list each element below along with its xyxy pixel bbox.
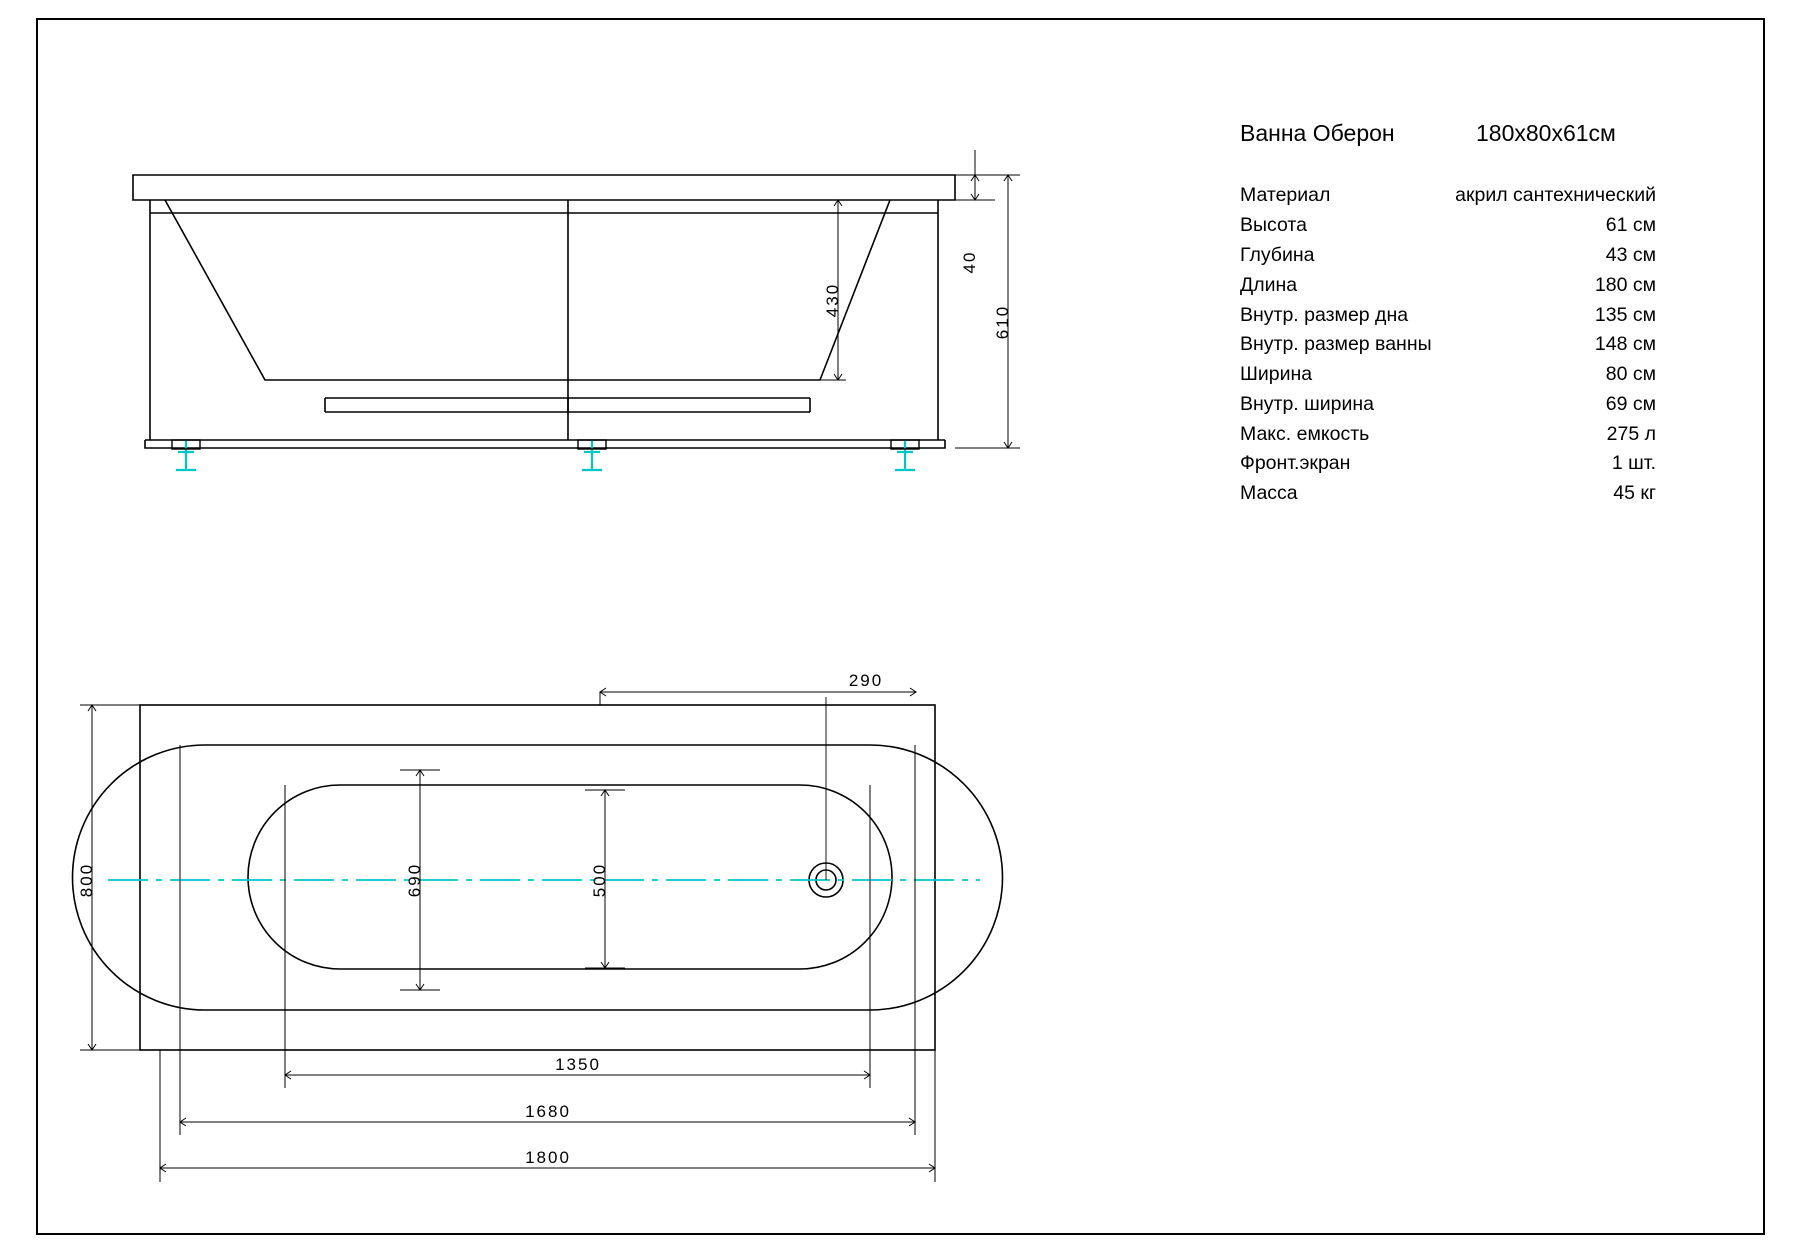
side-base-plate [145,440,945,448]
spec-value: 135 см [1594,303,1656,326]
spec-row [1240,270,1720,300]
spec-row [1240,419,1720,449]
product-dimensions: 180x80x61см [1476,120,1616,146]
dim-label-690: 690 [405,862,424,898]
dim-label-290: 290 [848,671,884,690]
specification-block [1240,120,1720,509]
specification-table [1240,181,1720,509]
product-title [1240,120,1720,147]
spec-value: 45 кг [1613,482,1656,505]
spec-value: 148 см [1594,333,1656,356]
dim-label-610: 610 [993,304,1012,340]
spec-value: 69 см [1605,392,1656,415]
spec-key: Длина [1240,273,1298,296]
spec-key: Масса [1240,482,1298,505]
spec-key: Фронт.экран [1240,452,1351,475]
dim-label-40: 40 [960,250,979,274]
spec-row [1240,330,1720,360]
spec-row [1240,241,1720,271]
spec-key: Материал [1240,184,1331,207]
top-bowl-outline [248,785,892,969]
dim-label-1350: 1350 [555,1055,601,1074]
side-rim [133,175,955,200]
spec-row [1240,181,1720,211]
spec-key: Глубина [1240,243,1315,266]
spec-row [1240,479,1720,509]
spec-key: Ширина [1240,363,1313,386]
dim-label-430: 430 [823,282,842,318]
spec-row [1240,389,1720,419]
spec-value: 275 л [1606,422,1656,445]
side-view-dimensions [820,150,1020,448]
side-view-legs [176,440,915,470]
spec-key: Внутр. размер дна [1240,303,1409,326]
spec-value: акрил сантехнический [1455,184,1656,207]
spec-key: Внутр. ширина [1240,392,1375,415]
top-view-dimensions [80,688,935,1182]
spec-key: Внутр. размер ванны [1240,333,1432,356]
dim-label-1680: 1680 [525,1102,571,1121]
spec-key: Макс. емкость [1240,422,1370,445]
spec-row [1240,211,1720,241]
spec-row [1240,360,1720,390]
side-inner-profile [165,200,890,380]
spec-value: 43 см [1605,243,1656,266]
top-view [73,705,1003,1050]
dim-label-1800: 1800 [525,1148,571,1167]
side-view-dimension-labels [823,251,1012,340]
dim-label-500: 500 [590,862,609,898]
product-name: Ванна Оберон [1240,120,1395,146]
spec-value: 1 шт. [1611,452,1656,475]
spec-value: 61 см [1605,214,1656,237]
spec-value: 180 см [1594,273,1656,296]
spec-row [1240,300,1720,330]
dim-label-800: 800 [77,862,96,898]
spec-row [1240,449,1720,479]
spec-key: Высота [1240,214,1307,237]
spec-value: 80 см [1605,363,1656,386]
